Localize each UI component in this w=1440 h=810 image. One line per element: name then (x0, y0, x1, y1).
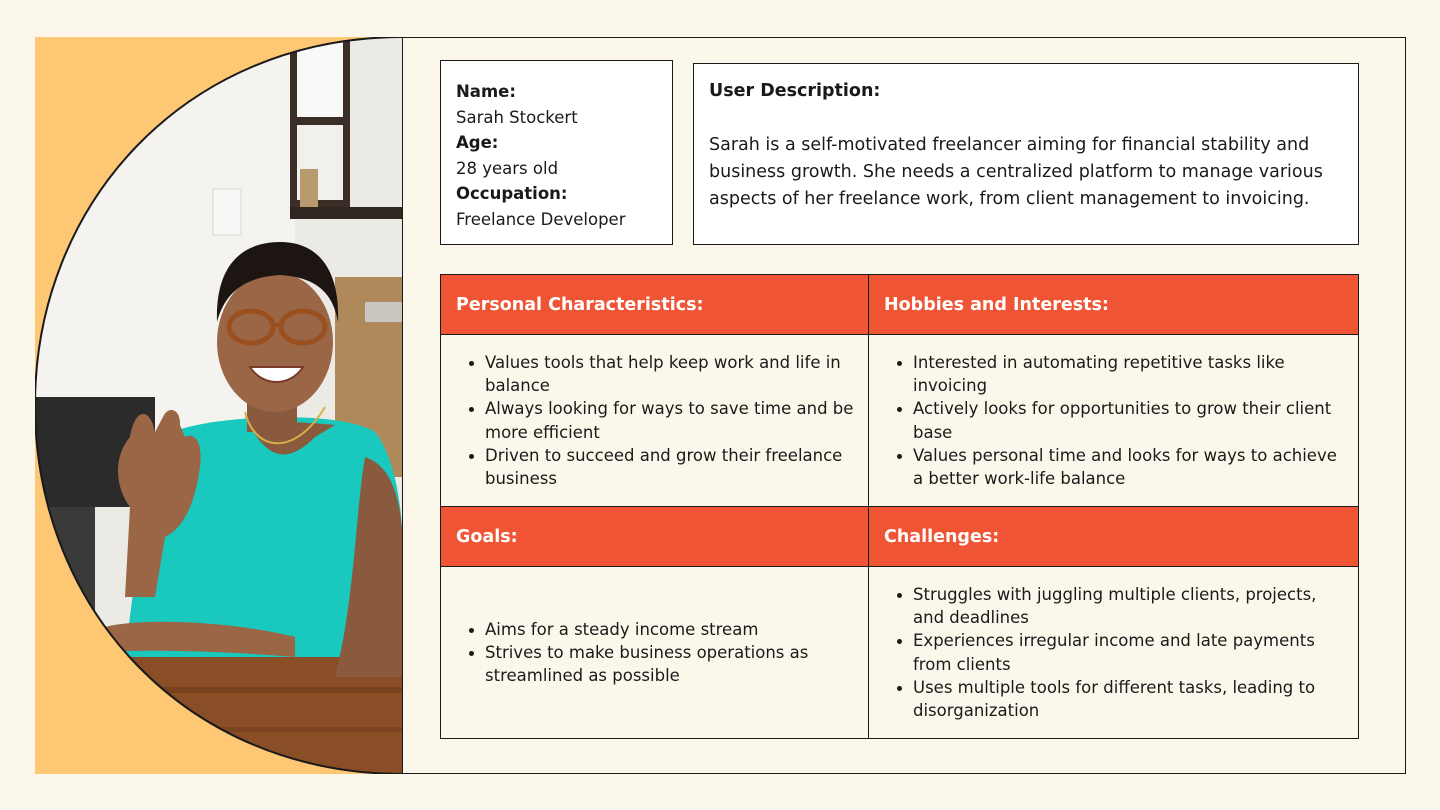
description-label: User Description: (709, 81, 881, 101)
bullet-list (885, 351, 1344, 491)
challenges-body (869, 567, 1358, 738)
occupation-value: Freelance Developer (456, 209, 626, 229)
goals-header (441, 507, 869, 567)
list-item: Always looking for ways to save time and be more efficient (457, 397, 854, 444)
hobbies-interests-header (869, 275, 1358, 335)
goals-body (441, 567, 869, 738)
personal-characteristics-body (441, 335, 869, 507)
list-item: Actively looks for opportunities to grow their client base (885, 397, 1344, 444)
hobbies-interests-body (869, 335, 1358, 507)
persona-grid (440, 274, 1359, 739)
occupation-label: Occupation: (456, 184, 568, 203)
age-value: 28 years old (456, 158, 559, 178)
photo-panel (35, 37, 403, 774)
persona-photo (35, 37, 403, 774)
list-item: Strives to make business operations as streamlined as possible (457, 641, 854, 688)
list-item: Values personal time and looks for ways to achieve a better work-life balance (885, 444, 1344, 491)
bullet-list (885, 583, 1344, 723)
list-item: Interested in automating repetitive tasks like invoicing (885, 351, 1344, 398)
list-item: Struggles with juggling multiple clients, projects, and deadlines (885, 583, 1344, 630)
challenges-header (869, 507, 1358, 567)
profile-box (440, 60, 673, 245)
name-label: Name: (456, 82, 516, 101)
section-title: Personal Characteristics: (456, 294, 704, 315)
age-label: Age: (456, 133, 499, 152)
list-item: Experiences irregular income and late payments from clients (885, 629, 1344, 676)
bullet-list (457, 618, 854, 688)
bullet-list (457, 351, 854, 491)
section-title: Goals: (456, 526, 518, 547)
description-box (693, 63, 1359, 245)
personal-characteristics-header (441, 275, 869, 335)
list-item: Values tools that help keep work and life in balance (457, 351, 854, 398)
list-item: Aims for a steady income stream (457, 618, 854, 641)
list-item: Uses multiple tools for different tasks, leading to disorganization (885, 676, 1344, 723)
section-title: Challenges: (884, 526, 1000, 547)
section-title: Hobbies and Interests: (884, 294, 1109, 315)
name-value: Sarah Stockert (456, 107, 578, 127)
list-item: Driven to succeed and grow their freelance business (457, 444, 854, 491)
description-text: Sarah is a self-motivated freelancer aiming for financial stability and business growth. She needs a centralized platform to manage various aspects of her freelance work, from client management to invoicing. (709, 135, 1323, 209)
